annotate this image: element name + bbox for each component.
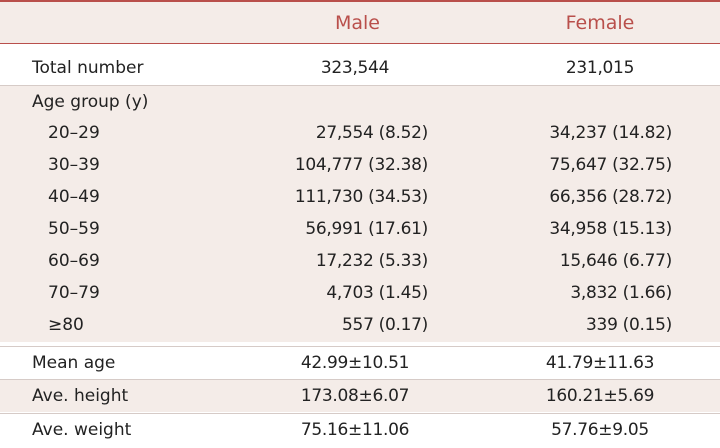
table-row-ave-height	[0, 379, 720, 412]
male-value: 323,544	[320, 58, 390, 78]
male-value: 17,232 (5.33)	[315, 251, 428, 271]
row-label: Age group (y)	[32, 92, 149, 112]
table-row-age-group	[0, 85, 720, 118]
table-row-ave-weight	[0, 413, 720, 446]
male-value: 56,991 (17.61)	[305, 219, 428, 239]
table-row-age-80	[0, 309, 720, 342]
table-row-age-40	[0, 181, 720, 213]
male-value: 173.08±6.07	[300, 386, 410, 406]
row-label: 50–59	[48, 219, 100, 239]
table-row-total	[0, 52, 720, 84]
row-label: Ave. height	[32, 386, 129, 406]
table-row-age-60	[0, 245, 720, 277]
female-value: 160.21±5.69	[545, 386, 655, 406]
table-header	[0, 0, 720, 44]
row-label: Ave. weight	[32, 420, 132, 440]
female-value: 34,237 (14.82)	[549, 123, 672, 143]
male-value: 557 (0.17)	[342, 315, 428, 335]
table-row-mean-age	[0, 346, 720, 379]
table-row-age-70	[0, 277, 720, 309]
male-value: 27,554 (8.52)	[315, 123, 428, 143]
female-value: 66,356 (28.72)	[549, 187, 672, 207]
female-value: 34,958 (15.13)	[549, 219, 672, 239]
row-label: Mean age	[32, 353, 116, 373]
row-label: 70–79	[48, 283, 100, 303]
male-value: 104,777 (32.38)	[294, 155, 428, 175]
female-value: 75,647 (32.75)	[549, 155, 672, 175]
female-value: 339 (0.15)	[586, 315, 672, 335]
row-label: 20–29	[48, 123, 100, 143]
row-label: 60–69	[48, 251, 100, 271]
female-value: 57.76±9.05	[551, 420, 649, 440]
female-value: 15,646 (6.77)	[559, 251, 672, 271]
row-label: ≥80	[48, 315, 84, 335]
row-label: 40–49	[48, 187, 100, 207]
female-value: 231,015	[565, 58, 635, 78]
table-row-age-20	[0, 117, 720, 149]
table-row-age-30	[0, 149, 720, 181]
row-label: 30–39	[48, 155, 100, 175]
female-value: 41.79±11.63	[545, 353, 655, 373]
table-row-age-50	[0, 213, 720, 245]
male-value: 42.99±10.51	[300, 353, 410, 373]
male-value: 4,703 (1.45)	[326, 283, 428, 303]
column-header-female: Female	[565, 12, 635, 34]
female-value: 3,832 (1.66)	[570, 283, 672, 303]
male-value: 111,730 (34.53)	[294, 187, 428, 207]
male-value: 75.16±11.06	[300, 420, 410, 440]
column-header-male: Male	[334, 12, 380, 34]
row-label: Total number	[32, 58, 144, 78]
